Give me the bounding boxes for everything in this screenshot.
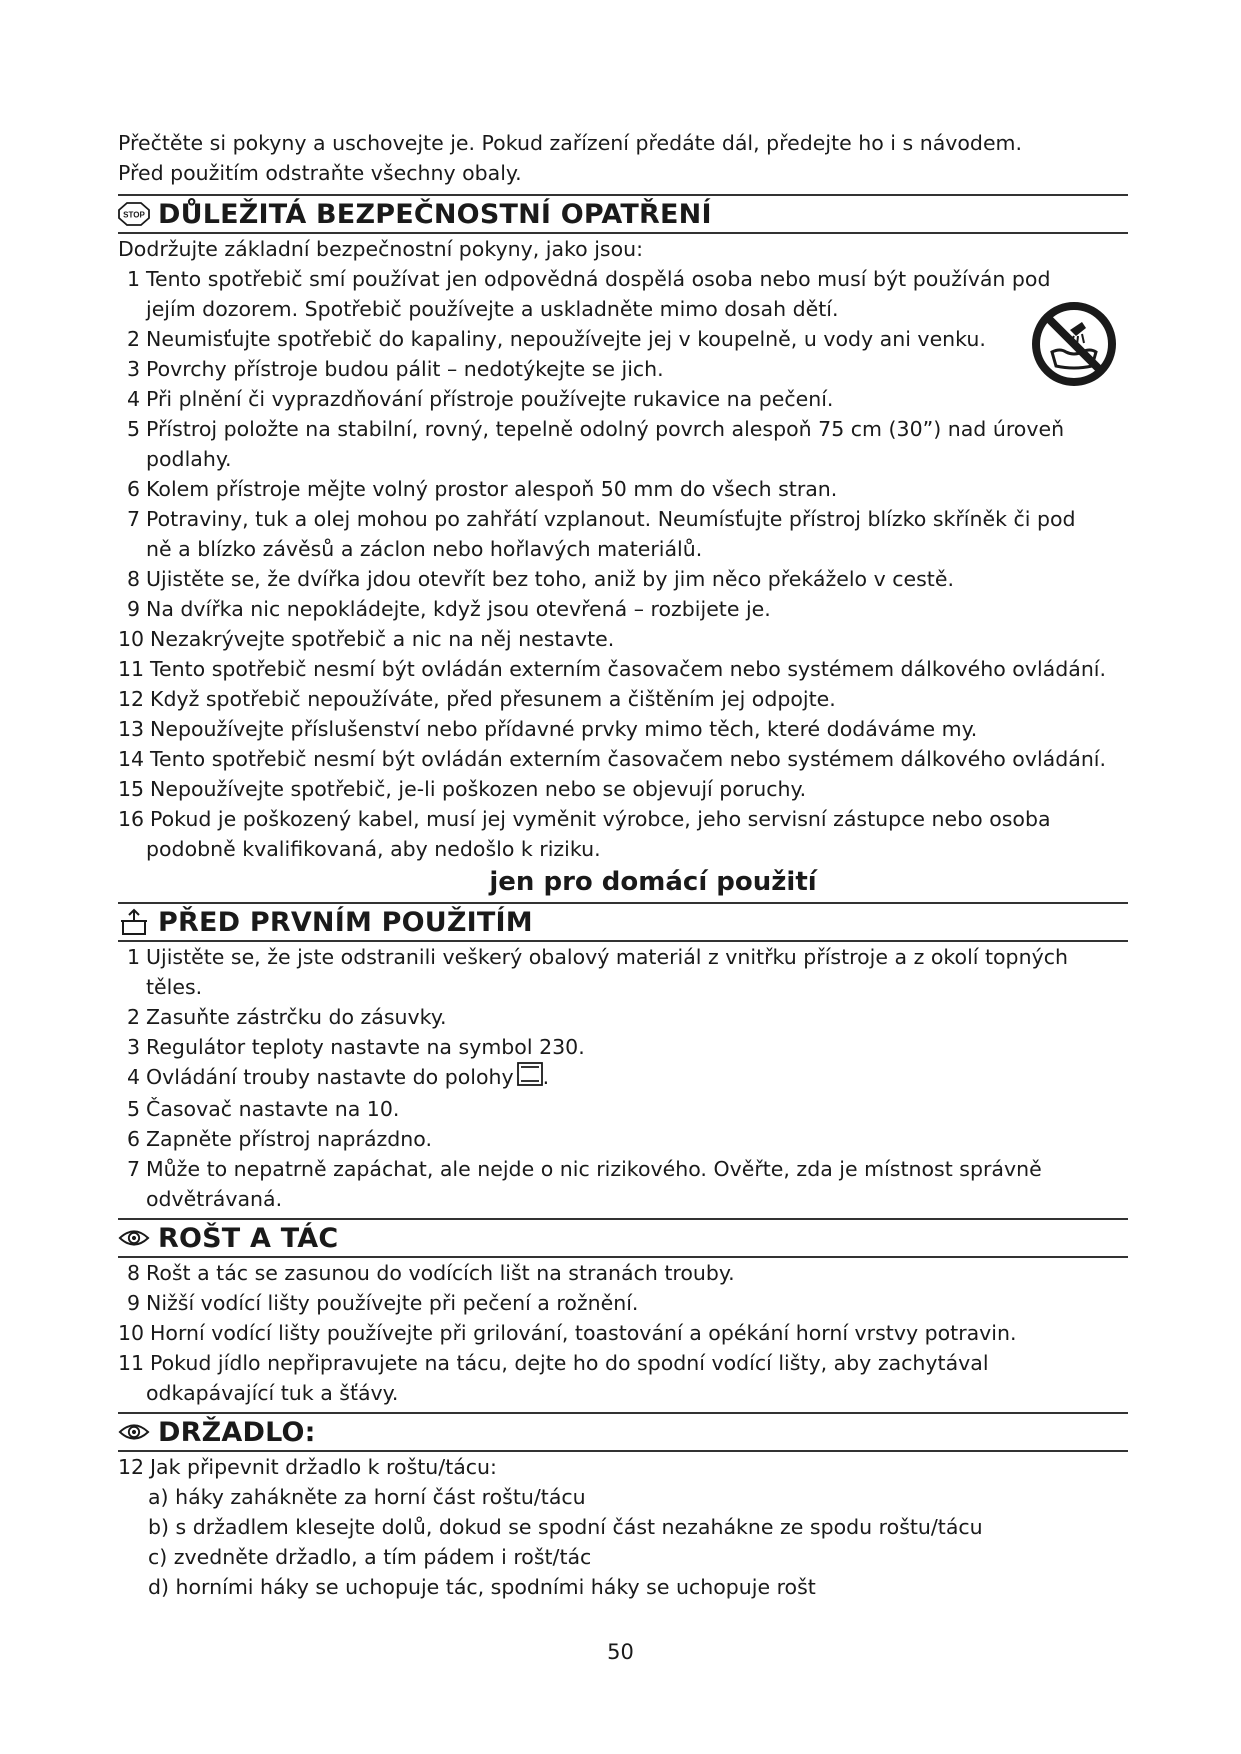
list-item: 2 Zasuňte zástrčku do zásuvky. — [126, 1005, 447, 1029]
rack-list — [118, 1258, 1128, 1408]
list-item: 7 Může to nepatrně zapáchat, ale nejde o nic rizikového. Ověřte, zda je místnost správně — [126, 1157, 1042, 1181]
intro — [118, 128, 1128, 188]
page-content — [118, 128, 1128, 1602]
sub-step: b) s držadlem klesejte dolů, dokud se spodní část nezahákne ze spodu roštu/tácu — [148, 1515, 983, 1539]
list-item: 9 Nižší vodící lišty používejte při pečení a rožnění. — [126, 1291, 639, 1315]
section-title: ROŠT A TÁC — [158, 1222, 339, 1254]
svg-text:STOP: STOP — [123, 210, 145, 220]
no-water-warning-icon — [1030, 300, 1118, 392]
list-item-cont: podobně kvalifikovaná, aby nedošlo k riziku. — [146, 837, 601, 861]
page-number: 50 — [607, 1640, 634, 1664]
list-item: 14 Tento spotřebič nesmí být ovládán externím časovačem nebo systémem dálkového ovládání. — [118, 747, 1107, 771]
handle-list — [118, 1452, 1128, 1602]
list-item: 12 Když spotřebič nepoužíváte, před přesunem a čištěním jej odpojte. — [118, 687, 836, 711]
sub-step: d) horními háky se uchopuje tác, spodními háky se uchopuje rošt — [148, 1575, 816, 1599]
list-item-cont: odvětrávaná. — [146, 1187, 283, 1211]
list-item-cont: těles. — [146, 975, 203, 999]
list-item: 15 Nepoužívejte spotřebič, je-li poškozen nebo se objevují poruchy. — [118, 777, 807, 801]
list-item: 4 Při plnění či vyprazdňování přístroje používejte rukavice na pečení. — [126, 387, 834, 411]
section-title: DŮLEŽITÁ BEZPEČNOSTNÍ OPATŘENÍ — [158, 198, 712, 230]
handle-heading — [118, 1412, 1128, 1452]
rack-heading — [118, 1218, 1128, 1258]
eye-icon — [118, 1419, 150, 1445]
stop-icon — [118, 201, 150, 227]
oven-mode-icon — [517, 1062, 543, 1094]
list-item: 8 Rošt a tác se zasunou do vodících lišt na stranách trouby. — [126, 1261, 735, 1285]
unpack-box-icon — [118, 909, 150, 935]
list-item: 11 Pokud jídlo nepřipravujete na tácu, dejte ho do spodní vodící lišty, aby zachytával — [118, 1351, 989, 1375]
sub-step: a) háky zahákněte za horní část roštu/tácu — [148, 1485, 586, 1509]
list-item: 12 Jak připevnit držadlo k roštu/tácu: — [118, 1455, 497, 1479]
list-item: 10 Horní vodící lišty používejte při grilování, toastování a opékání horní vrstvy potravin. — [118, 1321, 1017, 1345]
list-item: 1 Tento spotřebič smí používat jen odpovědná dospělá osoba nebo musí být používán pod — [126, 267, 1051, 291]
list-item: 4 Ovládání trouby nastavte do polohy . — [118, 1062, 1128, 1094]
list-item: 5 Časovač nastavte na 10. — [126, 1097, 400, 1121]
intro-line: Před použitím odstraňte všechny obaly. — [118, 161, 522, 185]
first-use-heading — [118, 902, 1128, 942]
list-item: 5 Přístroj položte na stabilní, rovný, tepelně odolný povrch alespoň 75 cm (30”) nad úroveň — [126, 417, 1065, 441]
safety-lead: Dodržujte základní bezpečnostní pokyny, jako jsou: — [118, 237, 644, 261]
list-item-cont: podlahy. — [146, 447, 232, 471]
list-item: 1 Ujistěte se, že jste odstranili veškerý obalový materiál z vnitřku přístroje a z okolí topných — [126, 945, 1068, 969]
list-item: 6 Kolem přístroje mějte volný prostor alespoň 50 mm do všech stran. — [126, 477, 838, 501]
list-item: 2 Neumisťujte spotřebič do kapaliny, nepoužívejte jej v koupelně, u vody ani venku. — [126, 327, 986, 351]
list-item: 10 Nezakrývejte spotřebič a nic na něj nestavte. — [118, 627, 615, 651]
list-item: 16 Pokud je poškozený kabel, musí jej vyměnit výrobce, jeho servisní zástupce nebo osoba — [118, 807, 1051, 831]
list-item: 9 Na dvířka nic nepokládejte, když jsou otevřená – rozbijete je. — [126, 597, 771, 621]
list-item: 3 Regulátor teploty nastavte na symbol 230. — [126, 1035, 585, 1059]
section-title: PŘED PRVNÍM POUŽITÍM — [158, 906, 533, 938]
safety-list — [118, 234, 1128, 864]
list-item-cont: ně a blízko závěsů a záclon nebo hořlavých materiálů. — [146, 537, 703, 561]
list-item: 6 Zapněte přístroj naprázdno. — [126, 1127, 432, 1151]
safety-heading — [118, 194, 1128, 234]
list-item: 13 Nepoužívejte příslušenství nebo přídavné prvky mimo těch, které dodáváme my. — [118, 717, 978, 741]
list-item: 11 Tento spotřebič nesmí být ovládán externím časovačem nebo systémem dálkového ovládání. — [118, 657, 1107, 681]
list-item: 7 Potraviny, tuk a olej mohou po zahřátí vzplanout. Neumísťujte přístroj blízko skříněk či pod — [126, 507, 1076, 531]
list-item-cont: odkapávající tuk a šťávy. — [146, 1381, 399, 1405]
domestic-use-note: jen pro domácí použití — [489, 867, 817, 897]
section-title: DRŽADLO: — [158, 1416, 316, 1448]
sub-step: c) zvedněte držadlo, a tím pádem i rošt/tác — [148, 1545, 592, 1569]
eye-icon — [118, 1225, 150, 1251]
list-item: 8 Ujistěte se, že dvířka jdou otevřít bez toho, aniž by jim něco překáželo v cestě. — [126, 567, 954, 591]
list-item: 3 Povrchy přístroje budou pálit – nedotýkejte se jich. — [126, 357, 664, 381]
intro-line: Přečtěte si pokyny a uschovejte je. Pokud zařízení předáte dál, předejte ho i s návodem. — [118, 131, 1023, 155]
list-item-cont: jejím dozorem. Spotřebič používejte a uskladněte mimo dosah dětí. — [146, 297, 839, 321]
first-use-list — [118, 942, 1128, 1214]
